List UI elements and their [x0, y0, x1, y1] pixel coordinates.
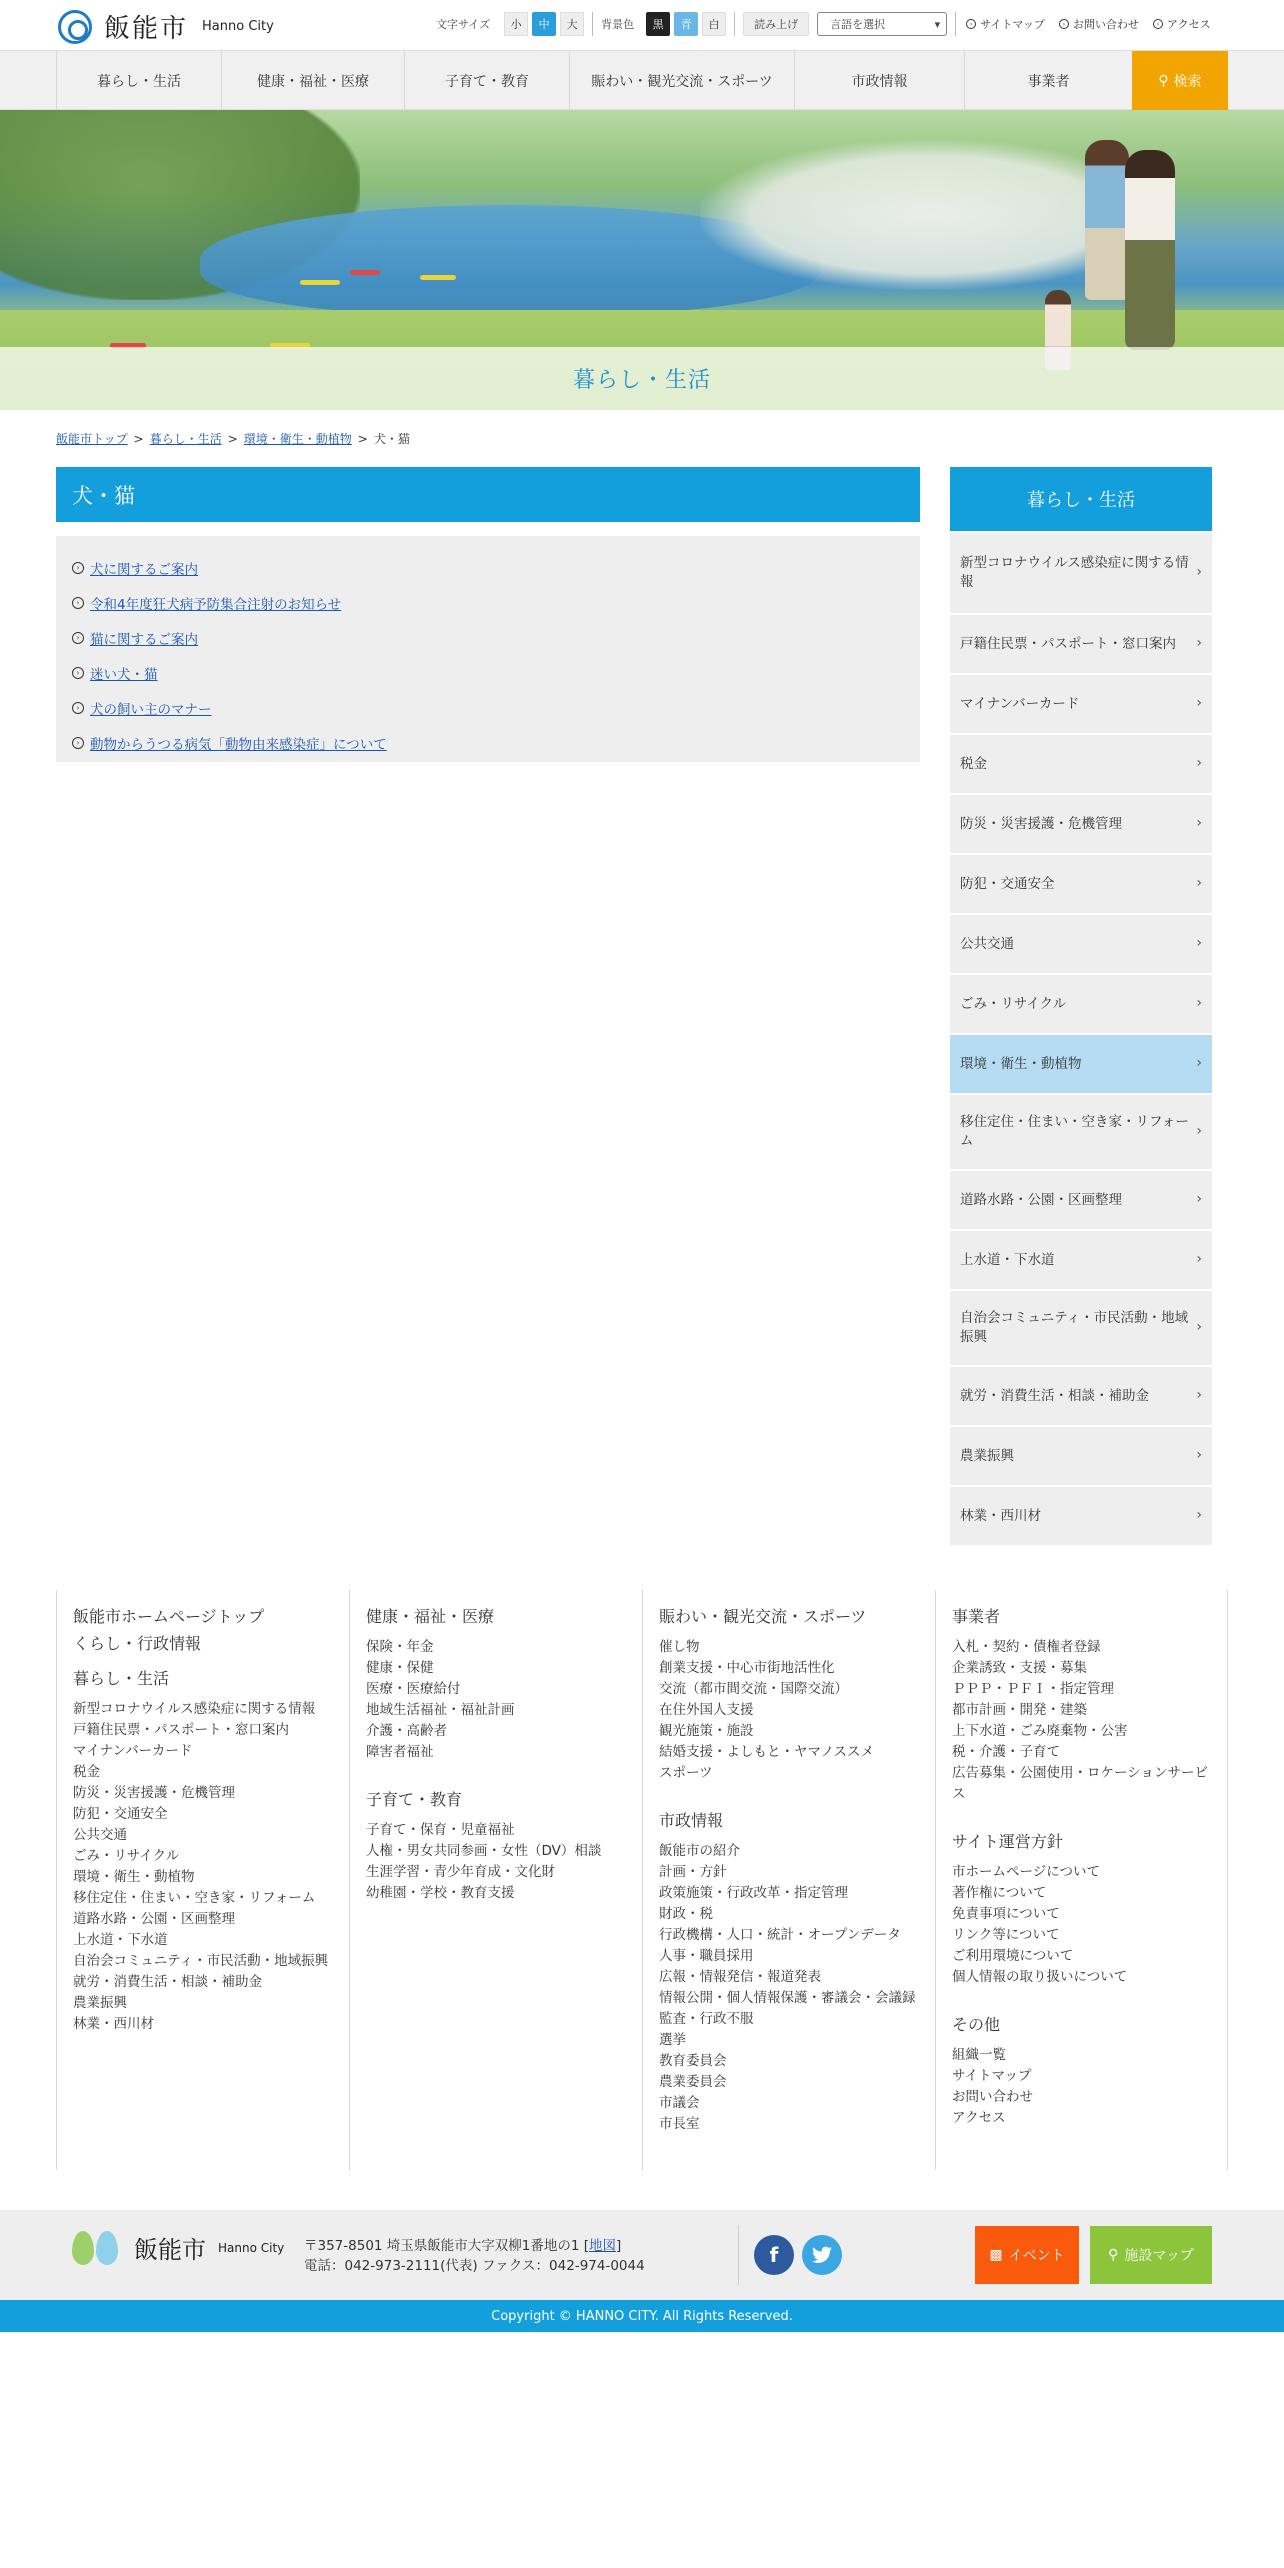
footer-link[interactable]: リンク等について	[952, 1927, 1060, 1943]
bg-white-button[interactable]: 白	[702, 12, 726, 36]
breadcrumb-link-environment[interactable]: 環境・衛生・動植物	[243, 432, 352, 446]
footer-link[interactable]: 幼稚園・学校・教育支援	[366, 1885, 515, 1901]
footer-link[interactable]: 介護・高齢者	[366, 1723, 447, 1739]
footer-heading[interactable]: その他	[952, 2015, 1001, 2034]
sidebar-item-label: 道路水路・公園・区画整理	[960, 1191, 1122, 1208]
facebook-icon[interactable]: f	[754, 2235, 794, 2275]
list-item	[72, 620, 904, 655]
footer-link[interactable]: 市ホームページについて	[952, 1864, 1100, 1880]
sidebar-item-label: 公共交通	[960, 935, 1014, 952]
footer-link[interactable]: 監査・行政不服	[659, 2011, 754, 2027]
footer-link[interactable]: 企業誘致・支援・募集	[952, 1660, 1087, 1676]
bg-color-label: 背景色	[601, 18, 635, 31]
leaf-drop-icon	[72, 2231, 94, 2265]
breadcrumb-link-living[interactable]: 暮らし・生活	[149, 432, 222, 446]
footer-link[interactable]: 都市計画・開発・建築	[952, 1702, 1087, 1718]
chevron-right-icon: ›	[1196, 695, 1202, 712]
footer-link[interactable]: スポーツ	[659, 1765, 713, 1781]
sidebar-item-label: 新型コロナウイルス感染症に関する情報	[960, 555, 1189, 590]
arrow-circle-icon: ›	[72, 737, 84, 749]
footer-link[interactable]: サイトマップ	[952, 2068, 1032, 2084]
gnav-item-childcare[interactable]: 子育て・教育	[404, 51, 569, 111]
map-pin-icon: ⚲	[1108, 2247, 1119, 2263]
chevron-right-icon: ›	[1196, 1123, 1202, 1140]
footer-link[interactable]: 戸籍住民票・パスポート・窓口案内	[73, 1722, 289, 1738]
sidebar-item-employment[interactable]	[950, 1365, 1212, 1425]
footer-link-home[interactable]: 飯能市ホームページトップ	[73, 1607, 265, 1626]
footer-link[interactable]: ＰＰＰ・ＰＦＩ・指定管理	[952, 1681, 1114, 1697]
side-nav-title: 暮らし・生活	[950, 467, 1212, 531]
gnav-item-living[interactable]: 暮らし・生活	[56, 51, 221, 111]
arrow-circle-icon: ›	[966, 19, 976, 29]
font-size-label: 文字サイズ	[436, 18, 491, 31]
chevron-right-icon: ›	[1196, 1251, 1202, 1268]
hero-person	[1125, 150, 1175, 350]
chevron-right-icon: ›	[1196, 1055, 1202, 1072]
sidebar-item-family-register[interactable]	[950, 613, 1212, 673]
footer-link[interactable]: お問い合わせ	[952, 2089, 1033, 2105]
link-list	[56, 536, 920, 762]
contact-label: お問い合わせ	[1072, 18, 1139, 31]
font-size-small-button[interactable]: 小	[504, 12, 528, 36]
footer-link[interactable]: 新型コロナウイルス感染症に関する情報	[73, 1701, 316, 1717]
sidebar-item-label: 移住定住・住まい・空き家・リフォーム	[960, 1114, 1189, 1149]
footer-link[interactable]: 子育て・保育・児童福祉	[366, 1822, 515, 1838]
sidebar-item-label: 税金	[960, 755, 987, 772]
sidebar-item-public-transport[interactable]	[950, 913, 1212, 973]
sidebar-item-mynumber[interactable]	[950, 673, 1212, 733]
breadcrumb-separator: >	[133, 431, 144, 446]
link-lost-pets[interactable]: 迷い犬・猫	[90, 666, 158, 683]
footer-link-list	[952, 2045, 1213, 2129]
footer-link[interactable]: 農業委員会	[659, 2074, 727, 2090]
footer-link-list	[659, 1841, 921, 2135]
footer-link[interactable]: 健康・保健	[366, 1660, 434, 1676]
footer-link[interactable]: 公共交通	[73, 1827, 127, 1843]
gnav-item-business[interactable]: 事業者	[964, 51, 1132, 111]
footer-link[interactable]: 政策施策・行政改革・指定管理	[659, 1885, 848, 1901]
language-select[interactable]	[817, 12, 947, 36]
footer-link[interactable]: 選挙	[659, 2032, 686, 2048]
footer-link[interactable]: 農業振興	[73, 1995, 127, 2011]
arrow-circle-icon: ›	[72, 667, 84, 679]
chevron-right-icon: ›	[1196, 935, 1202, 952]
calendar-icon: ▩	[989, 2247, 1003, 2263]
chevron-right-icon: ›	[1196, 1191, 1202, 1208]
page-title: 犬・猫	[56, 467, 920, 522]
footer-address: 〒357-8501 埼玉県飯能市大字双柳1番地の1 [地図] 電話：042-973-2111(代表) ファクス：042-974-0044	[304, 2238, 645, 2274]
language-select-value: 言語を選択	[830, 18, 886, 31]
footer-link-gov-info[interactable]: くらし・行政情報	[73, 1634, 202, 1653]
sidebar-item-water[interactable]	[950, 1229, 1212, 1289]
sidebar-item-covid[interactable]	[950, 531, 1212, 613]
footer-column-business	[935, 1590, 1228, 2170]
chevron-right-icon: ›	[1196, 815, 1202, 832]
facility-map-button[interactable]	[1090, 2226, 1212, 2284]
sidebar-item-disaster[interactable]	[950, 793, 1212, 853]
site-header	[0, 0, 1284, 50]
sidebar-item-label: 就労・消費生活・相談・補助金	[960, 1387, 1149, 1404]
sidebar-item-label: 林業・西川材	[960, 1507, 1041, 1524]
link-cat-info[interactable]: 猫に関するご案内	[90, 631, 198, 648]
gnav-item-city-info[interactable]: 市政情報	[794, 51, 964, 111]
divider	[734, 12, 735, 36]
read-aloud-button[interactable]: 読み上げ	[743, 12, 809, 36]
logo-english: Hanno City	[202, 19, 274, 34]
footer-link[interactable]: ご利用環境について	[952, 1948, 1074, 1964]
kayak	[300, 280, 340, 285]
font-size-large-button[interactable]: 大	[560, 12, 584, 36]
footer-link[interactable]: 計画・方針	[659, 1864, 727, 1880]
sidebar-item-label: 防犯・交通安全	[960, 875, 1055, 892]
footer-link[interactable]: 結婚支援・よしもと・ヤマノススメ	[659, 1744, 875, 1760]
footer-link-list	[366, 1637, 628, 1763]
footer-logo-english: Hanno City	[218, 2240, 285, 2255]
chevron-right-icon: ›	[1196, 1387, 1202, 1404]
footer-column-tourism	[642, 1590, 935, 2170]
footer-link[interactable]: 市長室	[659, 2116, 700, 2132]
sidebar-item-housing[interactable]	[950, 1093, 1212, 1169]
footer-link[interactable]: 在住外国人支援	[659, 1702, 754, 1718]
footer-link[interactable]: マイナンバーカード	[73, 1743, 193, 1759]
sidebar-item-label: マイナンバーカード	[960, 695, 1080, 712]
footer-logo[interactable]	[72, 2230, 284, 2265]
footer-column-living	[56, 1590, 349, 2170]
footer-link[interactable]: 防犯・交通安全	[73, 1806, 168, 1822]
footer-logo-name: 飯能市	[134, 2236, 206, 2264]
footer-link[interactable]: 医療・医療給付	[366, 1681, 461, 1697]
footer-link-list	[659, 1637, 921, 1784]
font-size-medium-button[interactable]: 中	[532, 12, 556, 36]
list-item	[72, 725, 904, 760]
footer-link[interactable]: 催し物	[659, 1639, 700, 1655]
link-owner-manners[interactable]: 犬の飼い主のマナー	[90, 701, 212, 718]
footer-link[interactable]: 上水道・下水道	[73, 1932, 168, 1948]
footer-link[interactable]: 広告募集・公園使用・ロケーションサービス	[952, 1765, 1208, 1802]
sidebar-item-label: 防災・災害援護・危機管理	[960, 815, 1122, 832]
chevron-down-icon: ▾	[934, 17, 941, 31]
side-nav	[950, 467, 1212, 1545]
sidebar-item-community[interactable]	[950, 1289, 1212, 1365]
chevron-right-icon: ›	[1196, 1507, 1202, 1524]
arrow-circle-icon: ›	[72, 702, 84, 714]
footer-link-list	[73, 1699, 335, 2035]
event-label: イベント	[1008, 2248, 1065, 2264]
footer-link[interactable]: 生涯学習・青少年育成・文化財	[366, 1864, 555, 1880]
footer-link[interactable]: 観光施策・施設	[659, 1723, 754, 1739]
footer-link[interactable]: 保険・年金	[366, 1639, 434, 1655]
footer-link[interactable]: 個人情報の取り扱いについて	[952, 1969, 1128, 1985]
footer-link[interactable]: 環境・衛生・動植物	[73, 1869, 195, 1885]
bg-blue-button[interactable]: 青	[674, 12, 698, 36]
footer-link[interactable]: 免責事項について	[952, 1906, 1060, 1922]
divider	[738, 2225, 739, 2285]
footer-link[interactable]: 障害者福祉	[366, 1744, 434, 1760]
accessibility-tools	[436, 12, 1211, 36]
footer-link[interactable]: 創業支援・中心市街地活性化	[659, 1660, 835, 1676]
chevron-right-icon: ›	[1196, 1319, 1202, 1336]
footer-link-list	[952, 1637, 1213, 1805]
footer-link[interactable]: 行政機構・人口・統計・オープンデータ	[659, 1927, 901, 1943]
kayak	[350, 270, 380, 275]
sitemap-link[interactable]	[966, 16, 1045, 32]
footer-link[interactable]: 人権・男女共同参画・女性（DV）相談	[366, 1843, 602, 1859]
access-link[interactable]	[1153, 16, 1211, 32]
footer-heading[interactable]: 子育て・教育	[366, 1790, 463, 1809]
sidebar-item-label: 自治会コミュニティ・市民活動・地域振興	[960, 1310, 1189, 1345]
breadcrumb-separator: >	[227, 431, 238, 446]
footer-link[interactable]: 広報・情報発信・報道発表	[659, 1969, 821, 1985]
search-icon: ⚲	[1158, 73, 1169, 89]
footer-link[interactable]: ごみ・リサイクル	[73, 1848, 180, 1864]
footer-link[interactable]: 著作権について	[952, 1885, 1047, 1901]
logo-name: 飯能市	[104, 14, 189, 44]
footer-link[interactable]: 市議会	[659, 2095, 700, 2111]
sidebar-item-forestry[interactable]	[950, 1485, 1212, 1545]
footer-heading[interactable]: 市政情報	[659, 1811, 724, 1830]
sidebar-item-label: 上水道・下水道	[960, 1251, 1055, 1268]
chevron-right-icon: ›	[1196, 1447, 1202, 1464]
arrow-circle-icon: ›	[72, 632, 84, 644]
sidebar-item-label: 環境・衛生・動植物	[960, 1055, 1082, 1072]
footer-link[interactable]: 教育委員会	[659, 2053, 727, 2069]
footer-link[interactable]: 人事・職員採用	[659, 1948, 754, 1964]
footer-link[interactable]: 地域生活福祉・福祉計画	[366, 1702, 515, 1718]
arrow-circle-icon: ›	[1153, 19, 1163, 29]
sidebar-item-roads[interactable]	[950, 1169, 1212, 1229]
site-logo[interactable]	[58, 8, 274, 45]
hero-image	[0, 110, 1284, 410]
chevron-right-icon: ›	[1196, 875, 1202, 892]
list-item	[72, 655, 904, 690]
footer-heading[interactable]: 暮らし・生活	[73, 1669, 170, 1688]
footer-column-health	[349, 1590, 642, 2170]
footer-link[interactable]: 防災・災害援護・危機管理	[73, 1785, 235, 1801]
access-label: アクセス	[1166, 18, 1211, 31]
sidebar-item-label: 戸籍住民票・パスポート・窓口案内	[960, 635, 1176, 652]
copyright: Copyright © HANNO CITY. All Rights Reserved.	[0, 2300, 1284, 2332]
twitter-icon[interactable]	[802, 2235, 842, 2275]
chevron-right-icon: ›	[1196, 635, 1202, 652]
sidebar-item-crime-prevention[interactable]	[950, 853, 1212, 913]
search-label: 検索	[1173, 74, 1202, 90]
gnav-item-tourism[interactable]: 賑わい・観光交流・スポーツ	[569, 51, 794, 111]
footer-link[interactable]: 情報公開・個人情報保護・審議会・会議録	[659, 1990, 916, 2006]
contact-link[interactable]	[1059, 16, 1139, 32]
footer-link[interactable]: 税金	[73, 1764, 100, 1780]
gnav-item-health[interactable]: 健康・福祉・医療	[221, 51, 404, 111]
water-drop-icon	[96, 2231, 118, 2265]
footer-heading[interactable]: 健康・福祉・医療	[366, 1607, 495, 1626]
city-emblem-icon	[58, 10, 92, 44]
sitemap-label: サイトマップ	[980, 18, 1045, 31]
footer-link-list	[952, 1862, 1213, 1988]
footer-link[interactable]: 交流（都市間交流・国際交流）	[659, 1681, 848, 1697]
hero-title: 暮らし・生活	[0, 347, 1284, 410]
footer-link[interactable]: 上下水道・ごみ廃棄物・公害	[952, 1723, 1128, 1739]
footer-link[interactable]: 林業・西川材	[73, 2016, 154, 2032]
footer-link[interactable]: 財政・税	[659, 1906, 713, 1922]
hero-person	[1085, 140, 1129, 300]
arrow-circle-icon: ›	[1059, 19, 1069, 29]
search-button[interactable]	[1132, 51, 1228, 111]
list-item	[72, 550, 904, 585]
link-dog-info[interactable]: 犬に関するご案内	[90, 561, 198, 578]
arrow-circle-icon: ›	[72, 562, 84, 574]
footer-link[interactable]: 道路水路・公園・区画整理	[73, 1911, 235, 1927]
sidebar-item-environment[interactable]	[950, 1033, 1212, 1093]
sidebar-item-label: 農業振興	[960, 1447, 1014, 1464]
facility-map-label: 施設マップ	[1124, 2248, 1194, 2264]
chevron-right-icon: ›	[1196, 564, 1202, 581]
footer-link-list	[366, 1820, 628, 1904]
global-nav	[0, 50, 1284, 110]
footer-sitemap	[56, 1590, 1228, 2170]
list-item	[72, 585, 904, 620]
link-zoonosis[interactable]: 動物からうつる病気「動物由来感染症」について	[90, 736, 387, 753]
sidebar-item-garbage[interactable]	[950, 973, 1212, 1033]
bg-black-button[interactable]: 黒	[646, 12, 670, 36]
breadcrumb	[56, 430, 410, 447]
footer-link[interactable]: 入札・契約・債権者登録	[952, 1639, 1101, 1655]
footer-link[interactable]: 組織一覧	[952, 2047, 1006, 2063]
footer-info	[0, 2210, 1284, 2300]
footer-heading[interactable]: サイト運営方針	[952, 1832, 1063, 1851]
footer-link[interactable]: 移住定住・住まい・空き家・リフォーム	[73, 1890, 316, 1906]
footer-link[interactable]: アクセス	[952, 2110, 1006, 2126]
footer-heading[interactable]: 事業者	[952, 1607, 1001, 1626]
breadcrumb-separator: >	[357, 431, 368, 446]
sidebar-item-tax[interactable]	[950, 733, 1212, 793]
list-item	[72, 690, 904, 725]
footer-link[interactable]: 税・介護・子育て	[952, 1744, 1060, 1760]
event-button[interactable]	[975, 2226, 1079, 2284]
link-rabies-vaccination[interactable]: 令和4年度狂犬病予防集合注射のお知らせ	[90, 596, 342, 613]
chevron-right-icon: ›	[1196, 995, 1202, 1012]
footer-link[interactable]: 就労・消費生活・相談・補助金	[73, 1974, 262, 1990]
footer-heading[interactable]: 賑わい・観光交流・スポーツ	[659, 1607, 867, 1626]
kayak	[420, 275, 456, 280]
phone-fax: 電話：042-973-2111(代表) ファクス：042-974-0044	[304, 2258, 645, 2274]
arrow-circle-icon: ›	[72, 597, 84, 609]
map-link[interactable]: 地図	[589, 2238, 617, 2254]
breadcrumb-current: 犬・猫	[373, 432, 410, 446]
divider	[955, 12, 956, 36]
sidebar-item-agriculture[interactable]	[950, 1425, 1212, 1485]
sidebar-item-label: ごみ・リサイクル	[960, 995, 1067, 1012]
footer-link[interactable]: 自治会コミュニティ・市民活動・地域振興	[73, 1953, 329, 1969]
footer-link[interactable]: 飯能市の紹介	[659, 1843, 740, 1859]
address-text: 〒357-8501 埼玉県飯能市大字双柳1番地の1	[304, 2238, 580, 2254]
divider	[592, 12, 593, 36]
chevron-right-icon: ›	[1196, 755, 1202, 772]
breadcrumb-link-top[interactable]: 飯能市トップ	[56, 432, 128, 446]
